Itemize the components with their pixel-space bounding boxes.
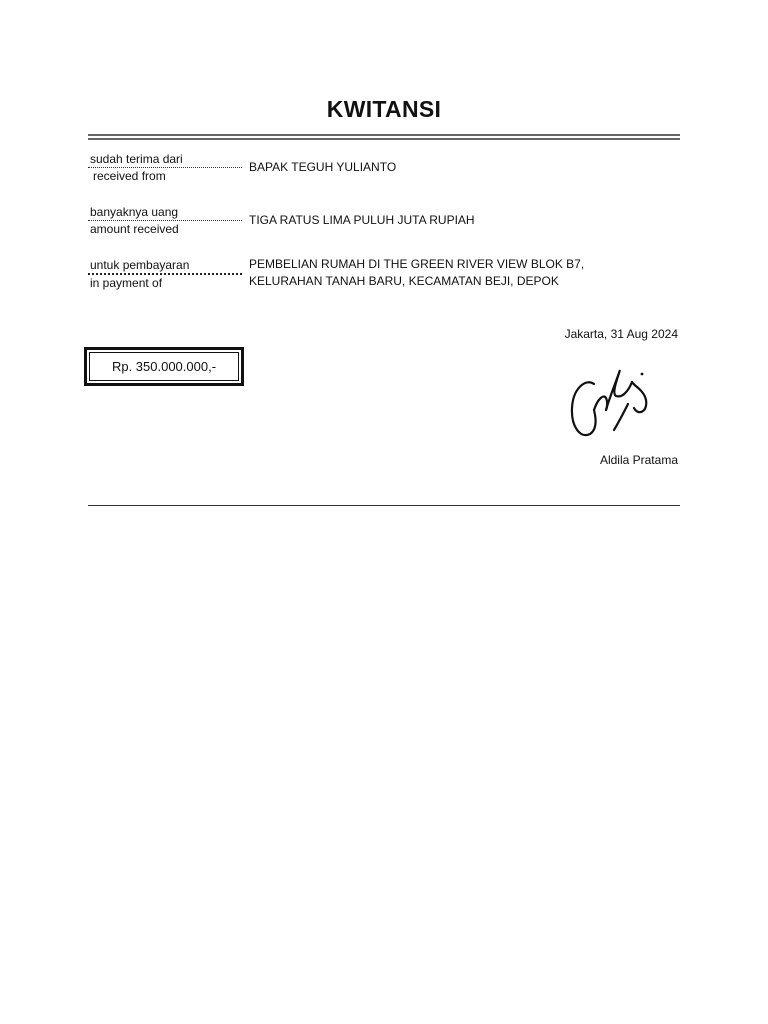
title-divider — [88, 134, 680, 140]
field-label — [88, 257, 242, 292]
label-english: amount received — [90, 222, 179, 236]
field-in-payment-of — [88, 257, 688, 297]
field-label — [88, 151, 242, 185]
receipt-title: KWITANSI — [326, 96, 442, 122]
field-value-line-2: KELURAHAN TANAH BARU, KECAMATAN BEJI, DEPOK — [249, 274, 559, 288]
label-english: in payment of — [90, 276, 163, 290]
field-value: BAPAK TEGUH YULIANTO — [249, 160, 397, 174]
field-label — [88, 204, 242, 238]
label-english: received from — [93, 169, 166, 183]
amount-box — [84, 347, 244, 386]
label-indonesian: untuk pembayaran — [88, 257, 242, 275]
label-indonesian: banyaknya uang — [88, 204, 242, 221]
field-value: TIGA RATUS LIMA PULUH JUTA RUPIAH — [249, 213, 475, 227]
bottom-divider — [88, 505, 680, 506]
signer-name: Aldila Pratama — [599, 453, 678, 467]
label-indonesian: sudah terima dari — [88, 151, 242, 168]
field-received-from — [88, 151, 688, 191]
field-amount-received — [88, 204, 688, 244]
place-and-date: Jakarta, 31 Aug 2024 — [564, 327, 678, 341]
handwritten-signature-icon — [560, 364, 660, 444]
field-value-line-1: PEMBELIAN RUMAH DI THE GREEN RIVER VIEW BLOK B7, — [249, 257, 585, 271]
amount-value: Rp. 350.000.000,- — [89, 352, 239, 381]
